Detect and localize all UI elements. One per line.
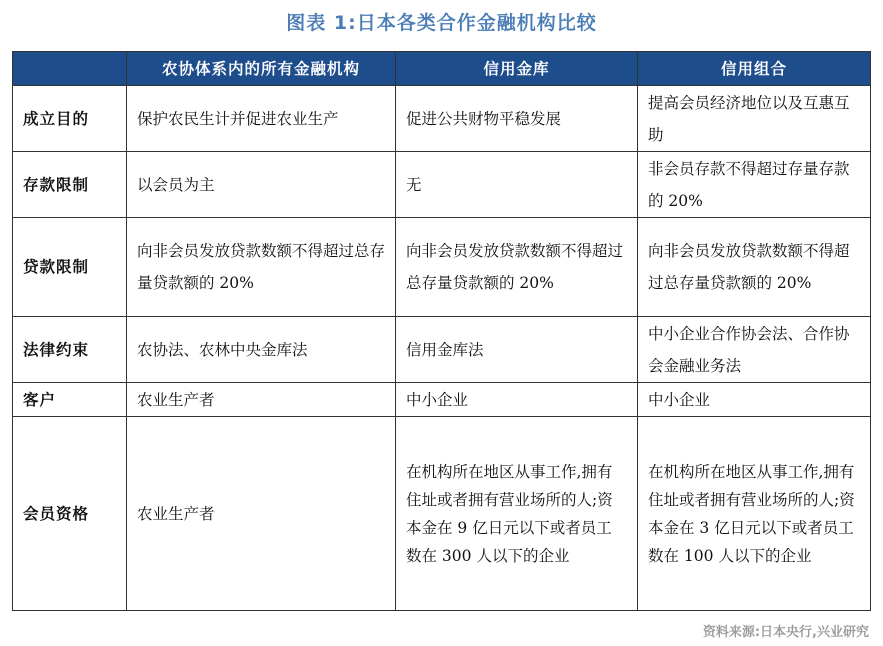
- row-label: 成立目的: [13, 86, 127, 152]
- table-cell: 中小企业: [638, 383, 871, 417]
- table-cell: 农协法、农林中央金库法: [127, 317, 396, 383]
- header-cell-corner: [13, 52, 127, 86]
- table-cell: 信用金库法: [396, 317, 638, 383]
- table-cell: 以会员为主: [127, 152, 396, 218]
- table-cell: 农业生产者: [127, 417, 396, 611]
- table-cell: 向非会员发放贷款数额不得超过总存量贷款额的 20%: [396, 218, 638, 317]
- table-row: [13, 317, 871, 383]
- page-title: 图表 1:日本各类合作金融机构比较: [286, 12, 597, 34]
- table-cell: 提高会员经济地位以及互惠互助: [638, 86, 871, 152]
- table-cell: 促进公共财物平稳发展: [396, 86, 638, 152]
- table-cell: 在机构所在地区从事工作,拥有住址或者拥有营业场所的人;资本金在 9 亿日元以下或者员工数在 300 人以下的企业: [396, 417, 638, 611]
- header-cell-credit-coop: 信用组合: [638, 52, 871, 86]
- table-row: [13, 383, 871, 417]
- source-note: 资料来源:日本央行,兴业研究: [702, 625, 869, 640]
- table-cell: 向非会员发放贷款数额不得超过总存量贷款额的 20%: [638, 218, 871, 317]
- table-cell: 无: [396, 152, 638, 218]
- table-cell: 向非会员发放贷款数额不得超过总存量贷款额的 20%: [127, 218, 396, 317]
- table-row: [13, 218, 871, 317]
- table-cell: 保护农民生计并促进农业生产: [127, 86, 396, 152]
- table-row: [13, 417, 871, 611]
- table-cell: 中小企业: [396, 383, 638, 417]
- table-cell: 在机构所在地区从事工作,拥有住址或者拥有营业场所的人;资本金在 3 亿日元以下或者员工数在 100 人以下的企业: [638, 417, 871, 611]
- table-cell: 中小企业合作协会法、合作协会金融业务法: [638, 317, 871, 383]
- table-row: [13, 152, 871, 218]
- row-label: 客户: [13, 383, 127, 417]
- row-label: 贷款限制: [13, 218, 127, 317]
- table-cell: 非会员存款不得超过存量存款的 20%: [638, 152, 871, 218]
- comparison-table: [12, 51, 871, 611]
- row-label: 存款限制: [13, 152, 127, 218]
- header-cell-shinkin: 信用金库: [396, 52, 638, 86]
- table-row: [13, 86, 871, 152]
- row-label: 会员资格: [13, 417, 127, 611]
- row-label: 法律约束: [13, 317, 127, 383]
- header-cell-agri: 农协体系内的所有金融机构: [127, 52, 396, 86]
- table-cell: 农业生产者: [127, 383, 396, 417]
- table-header-row: [13, 52, 871, 86]
